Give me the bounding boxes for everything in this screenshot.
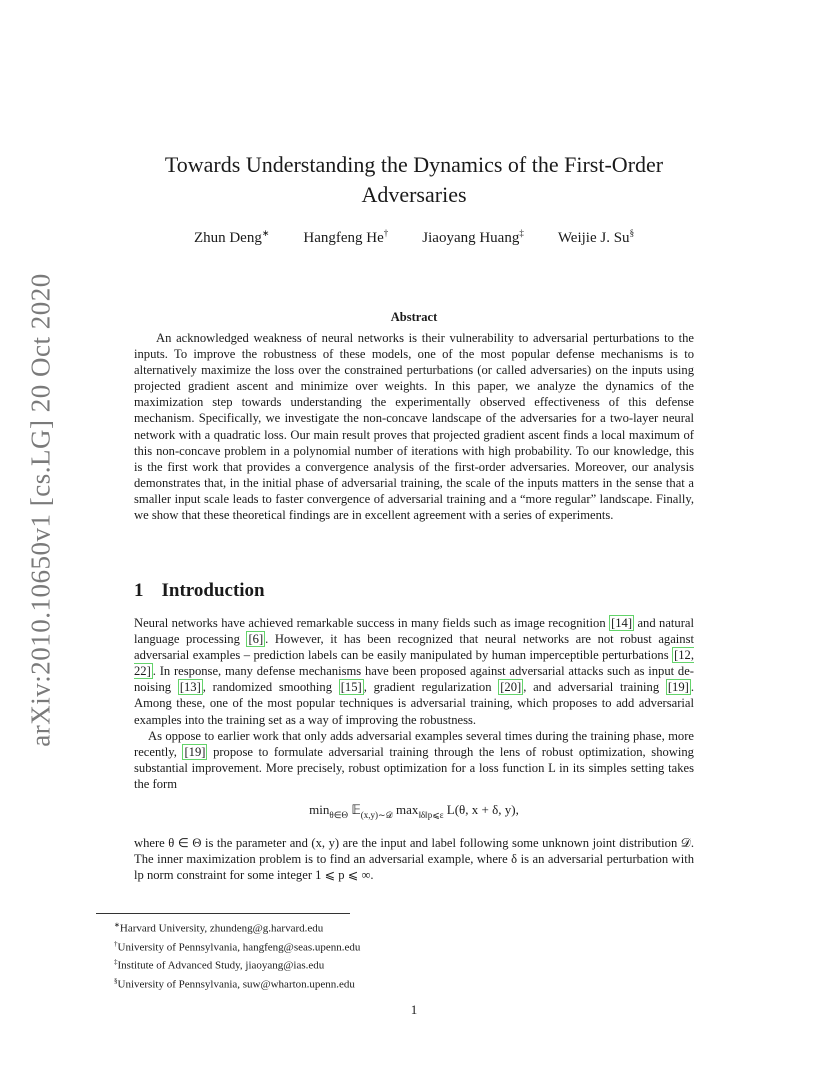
- citation-link[interactable]: [6]: [248, 632, 264, 647]
- author: Jiaoyang Huang‡: [422, 228, 524, 246]
- citation-link[interactable]: [19]: [667, 680, 689, 695]
- citation-link[interactable]: [12, 22]: [134, 648, 694, 679]
- intro-paragraph-1: Neural networks have achieved remarkable success in many fields such as image recognition [14] and natural language processing [6] . However, it has been recognized that neural networks are not robust against adversarial examples – prediction labels can be easily manipulated by human imperceptible perturbations [12, 22] . In response, many defense mechanisms have been proposed against adversarial attacks such as input de-noising [13] , randomized smoothing [15] , gradient regularization [20] , and adversarial training [19] . Among these, one of the most popular techniques is adversarial training, which proposes to add adversarial examples into the training set as a way of improving the robustness.: [134, 616, 695, 727]
- footnote: †University of Pennsylvania, hangfeng@seas.upenn.edu: [114, 939, 361, 954]
- footnote: ‡Institute of Advanced Study, jiaoyang@ias.edu: [114, 958, 325, 972]
- arxiv-id-label: arXiv:2010.10650v1 [cs.LG] 20 Oct 2020: [25, 273, 56, 747]
- author: Weijie J. Su§: [557, 228, 635, 246]
- author: Hangfeng He†: [303, 228, 389, 246]
- paper-title: Towards Understanding the Dynamics of the First-Order Adversaries: [164, 152, 664, 207]
- citation-link[interactable]: [15]: [340, 680, 362, 695]
- author-list: [134, 228, 694, 247]
- author: Zhun Deng∗: [193, 228, 270, 246]
- citation-link[interactable]: [20]: [500, 680, 522, 695]
- footnote: §University of Pennsylvania, suw@wharton.upenn.edu: [114, 976, 355, 991]
- abstract-heading: Abstract: [390, 310, 438, 324]
- page-number: 1: [410, 1002, 418, 1017]
- footnote-rule: [96, 913, 350, 914]
- section-heading: [134, 580, 265, 602]
- section-number: 1: [134, 580, 144, 601]
- arxiv-side-stamp: [16, 260, 66, 760]
- intro-paragraph-2: As oppose to earlier work that only adds adversarial examples several times during the training phase, more recently, [19] propose to formulate adversarial training through the lens of robust optimization, showing substantial improvement. More precisely, robust optimization for a loss function L in its simples setting takes the form: [134, 728, 694, 791]
- abstract-text: An acknowledged weakness of neural networks is their vulnerability to adversarial perturbations to the inputs. To improve the robustness of these models, one of the most popular defense mechanisms is to alternatively maximize the loss over the constrained perturbations (or called adversaries) on the inputs using projected gradient ascent and minimize over weights. In this paper, we analyze the dynamics of the maximization step towards understanding the experimentally observed effectiveness of this defense mechanism. Specifically, we investigate the non-concave landscape of the adversaries for a two-layer neural network with a quadratic loss. Our main result proves that projected gradient ascent finds a local maximum of this non-concave problem in a polynomial number of iterations with high probability. To our knowledge, this is the first work that provides a convergence analysis of the first-order adversaries. Moreover, our analysis demonstrates that, in the initial phase of adversarial training, the scale of the inputs matters in the sense that a smaller input scale leads to faster convergence of adversarial training and a “more regular” landscape. Finally, we show that these theoretical findings are in excellent agreement with a series of experiments.: [134, 331, 694, 523]
- footnote: ∗Harvard University, zhundeng@g.harvard.edu: [114, 921, 324, 935]
- section-title-text: Introduction: [161, 580, 265, 601]
- citation-link[interactable]: [14]: [611, 616, 633, 630]
- introduction-body: [134, 615, 694, 883]
- citation-link[interactable]: [19]: [184, 744, 206, 759]
- robust-optimization-equation: $\min_{\theta\in\Theta}$ 𝔼$_{(x,y)\sim 𝒟}$ $\max_{‖\delta‖p⩽\varepsilon} L(\theta$, x + δ, y),: [309, 802, 519, 821]
- footnotes: [114, 918, 360, 993]
- citation-link[interactable]: [13]: [179, 680, 201, 695]
- intro-paragraph-3: where θ ∈ Θ is the parameter and (x, y) are the input and label following some unknown joint distribution 𝒟. The inner maximization problem is to find an adversarial example, where δ is an adversarial perturbation with lp norm constraint for some integer 1 ⩽ p ⩽ ∞.: [134, 836, 694, 883]
